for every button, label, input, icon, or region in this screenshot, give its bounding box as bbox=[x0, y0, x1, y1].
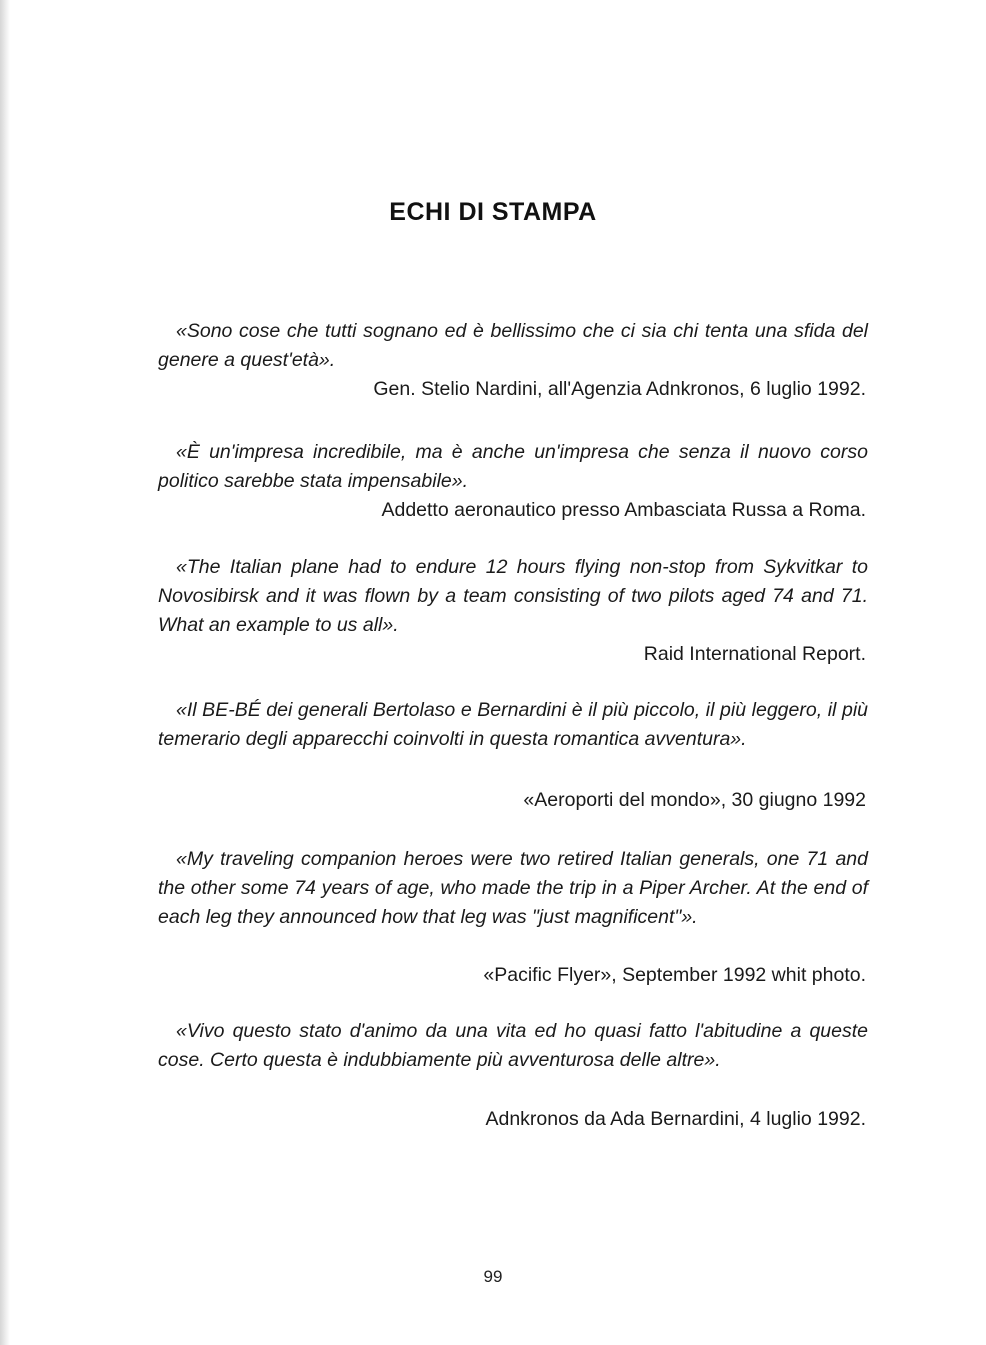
source-3: Raid International Report. bbox=[643, 643, 866, 665]
quote-1 bbox=[158, 317, 868, 375]
page-title: ECHI DI STAMPA bbox=[389, 198, 597, 226]
quote-5-text: «My traveling companion heroes were two retired Italian generals, one 71 and the other some 74 years of age, who made the trip in a Piper Archer. At the end of each leg they announced how that leg was "just magnificent"». bbox=[158, 848, 868, 928]
quote-4-text: «Il BE-BÉ dei generali Bertolaso e Bernardini è il più piccolo, il più leggero, il più temerario degli apparecchi coinvolti in questa romantica avventura». bbox=[158, 699, 868, 750]
source-6: Adnkronos da Ada Bernardini, 4 luglio 1992. bbox=[485, 1108, 866, 1130]
source-2: Addetto aeronautico presso Ambasciata Russa a Roma. bbox=[381, 499, 866, 521]
quote-2-text: «È un'impresa incredibile, ma è anche un'impresa che senza il nuovo corso politico sarebbe stata impensabile». bbox=[158, 441, 868, 492]
page-number: 99 bbox=[483, 1267, 503, 1286]
quote-6 bbox=[158, 1017, 868, 1075]
quote-3 bbox=[158, 553, 868, 640]
quote-3-text: «The Italian plane had to endure 12 hours flying non-stop from Sykvitkar to Novosibirsk and it was flown by a team consisting of two pilots aged 74 and 71. What an example to us all». bbox=[158, 556, 868, 636]
quote-5 bbox=[158, 845, 868, 932]
quote-6-text: «Vivo questo stato d'animo da una vita ed ho quasi fatto l'abitudine a queste cose. Certo questa è indubbiamente più avventurosa delle altre». bbox=[158, 1020, 868, 1071]
quote-4 bbox=[158, 696, 868, 754]
source-4: «Aeroporti del mondo», 30 giugno 1992 bbox=[523, 789, 866, 811]
source-5: «Pacific Flyer», September 1992 whit photo. bbox=[483, 964, 866, 986]
source-1: Gen. Stelio Nardini, all'Agenzia Adnkronos, 6 luglio 1992. bbox=[373, 378, 866, 400]
quote-2 bbox=[158, 438, 868, 496]
quote-1-text: «Sono cose che tutti sognano ed è bellissimo che ci sia chi tenta una sfida del genere a quest'età». bbox=[158, 320, 868, 371]
